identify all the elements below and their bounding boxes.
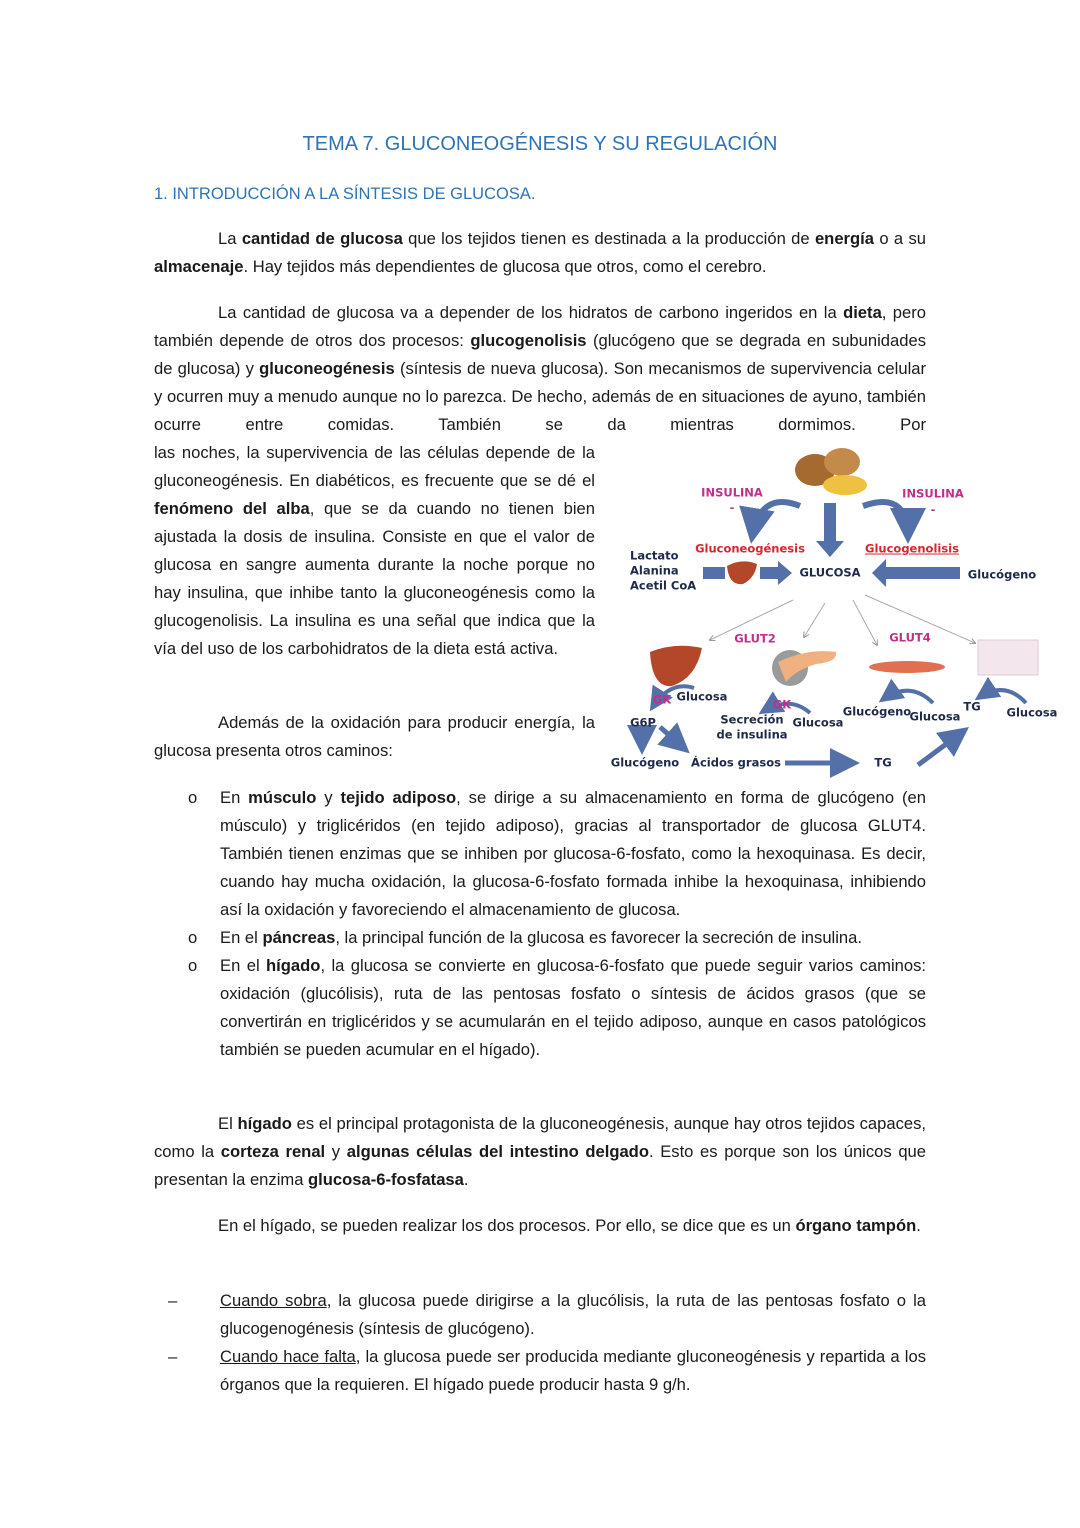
- liver-icon: [650, 646, 702, 686]
- glut2-label: GLUT2: [734, 631, 776, 646]
- bold-text: glucogenolisis: [470, 331, 587, 350]
- bold-text: almacenaje: [154, 257, 244, 276]
- minus-sign: -: [729, 500, 735, 515]
- bold-text: páncreas: [262, 928, 336, 947]
- gluconeogenesis-arrow: [760, 561, 792, 585]
- alanina-label: Alanina: [630, 563, 679, 578]
- bold-text: hígado: [266, 956, 321, 975]
- glucogeno-label: Glucógeno: [967, 567, 1037, 582]
- glut4-label: GLUT4: [889, 630, 931, 645]
- bold-text: energía: [814, 229, 874, 248]
- text: En el: [220, 928, 263, 947]
- gluconeogenesis-label: Gluconeogénesis: [695, 541, 805, 556]
- glucosa-center-label: GLUCOSA: [799, 565, 861, 580]
- text: El: [218, 1114, 238, 1133]
- secrecion-label: Secreción: [720, 712, 784, 727]
- gk-label: GK: [652, 692, 672, 707]
- text: , la glucosa se convierte en glucosa-6-fosfato que puede seguir varios caminos: oxidación (glucólisis), ruta de las pentosas fosfato o síntesis de ácidos grasos (que se convertirán en triglicéridos y se acumularán en el tejido adiposo, aunque en casos patológicos también se pueden acumular en el hígado).: [220, 956, 926, 1059]
- glucogenolisis-label: Glucogenolisis: [865, 541, 959, 556]
- insulin-curve-left: [752, 502, 800, 538]
- liver-small-icon: [727, 561, 757, 584]
- bold-text: glucosa-6-fosfatasa: [308, 1170, 464, 1189]
- glucogenolisis-arrow: [872, 559, 960, 587]
- text: En el hígado, se pueden realizar los dos procesos. Por ello, se dice que es un: [218, 1216, 796, 1235]
- glucosa-label: Glucosa: [1006, 705, 1058, 720]
- list-item: [154, 784, 926, 924]
- section-heading: 1. INTRODUCCIÓN A LA SÍNTESIS DE GLUCOSA.: [154, 185, 536, 203]
- bold-text: gluconeogénesis: [259, 359, 395, 378]
- underlined-text: Cuando sobra: [220, 1291, 327, 1310]
- bold-text: músculo: [248, 788, 317, 807]
- glucosa-label: Glucosa: [676, 689, 728, 704]
- input-arrow-tail: [703, 567, 725, 579]
- text: (glucógeno que se degrada en subunidades de glucosa) y: [154, 331, 927, 378]
- bullet: –: [168, 1291, 178, 1310]
- bold-text: cantidad de glucosa: [241, 229, 403, 248]
- bold-text: hígado: [237, 1114, 292, 1133]
- insulina-label: INSULINA: [701, 485, 763, 500]
- text: , la glucosa puede ser producida mediante gluconeogénesis y repartida a los órganos que la requieren. El hígado puede producir hasta 9 g/h.: [220, 1347, 926, 1394]
- acidos-grasos-label: Ácidos grasos: [691, 755, 781, 770]
- text: .: [463, 1170, 469, 1189]
- glucogeno-label: Glucógeno: [842, 704, 912, 719]
- bold-text: tejido adiposo: [340, 788, 457, 807]
- bold-text: algunas células del intestino delgado: [346, 1142, 649, 1161]
- text: y: [316, 788, 341, 807]
- paragraph-otros-caminos: Además de la oxidación para producir energía, la glucosa presenta otros caminos:: [154, 713, 595, 760]
- insulin-curve-right: [863, 502, 908, 538]
- text: (síntesis de nueva glucosa). Son mecanismos de supervivencia celular y ocurren muy a menudo aunque no lo parezca. De hecho, además de en situaciones de ayuno, también ocurre entre comidas. También se da mientras dormimos. Por: [154, 359, 927, 434]
- text: La cantidad de glucosa va a depender de los hidratos de carbono ingeridos en la: [218, 303, 844, 322]
- minus-sign: -: [930, 502, 936, 517]
- glucose-metabolism-diagram: [610, 440, 1060, 780]
- list-item: [154, 1343, 926, 1399]
- muscle-icon: [869, 661, 945, 673]
- acetil-coa-label: Acetil CoA: [630, 578, 697, 593]
- paragraph-fenomeno-alba: [154, 439, 595, 663]
- glucosa-label: Glucosa: [792, 715, 844, 730]
- paragraph-glucose-sources: [154, 299, 926, 439]
- text: que los tejidos tienen es destinada a la producción de: [402, 229, 815, 248]
- text: o a su: [873, 229, 926, 248]
- paragraph-higado: [154, 1110, 926, 1194]
- page-title: TEMA 7. GLUCONEOGÉNESIS Y SU REGULACIÓN: [302, 133, 778, 155]
- bullet: o: [188, 956, 198, 975]
- bold-text: fenómeno del alba: [154, 499, 310, 518]
- insulina-label: INSULINA: [902, 486, 964, 501]
- text: , la principal función de la glucosa es favorecer la secreción de insulina.: [335, 928, 863, 947]
- list-item: [154, 924, 926, 952]
- text: En: [220, 788, 249, 807]
- paragraph-organo-tampon: [154, 1212, 926, 1240]
- tg-label: TG: [963, 699, 981, 714]
- text: y: [325, 1142, 347, 1161]
- dash-list: [154, 1287, 926, 1399]
- pancreas-icon: [772, 650, 836, 686]
- text: . Esto es porque son los únicos que presentan la enzima: [154, 1142, 927, 1189]
- paragraph-intro: [154, 225, 926, 281]
- text: , se dirige a su almacenamiento en forma de glucógeno (en músculo) y triglicéridos (en tejido adiposo), gracias al transportador de glucosa GLUT4. También tienen enzimas que se inhiben por glucosa-6-fosfato, como la hexoquinasa. Es decir, cuando hay mucha oxidación, la glucosa-6-fosfato formada inhibe la hexoquinasa, inhibiendo así la oxidación y favoreciendo el almacenamiento de glucosa.: [220, 788, 926, 919]
- bullet-list: [154, 784, 926, 1064]
- bold-text: corteza renal: [220, 1142, 326, 1161]
- list-item: [154, 1287, 926, 1343]
- text: es el principal protagonista de la gluconeogénesis, aunque hay otros tejidos capaces, como la: [154, 1114, 926, 1161]
- adipose-tissue-icon: [978, 640, 1038, 675]
- tg-label: TG: [874, 755, 892, 770]
- bold-text: órgano tampón: [795, 1216, 917, 1235]
- text: .: [916, 1216, 921, 1235]
- text: En el: [220, 956, 267, 975]
- g6p-label: G6P: [630, 715, 656, 730]
- text: , que se da cuando no tienen bien ajustada la dosis de insulina. Consiste en que el valor de glucosa en sangre aumenta durante la noche porque no hay insulina, que inhibe tanto la gluconeogénesis como la glucogenolisis. La insulina es una señal que indica que la vía del uso de los carbohidratos de la dieta está activa.: [154, 499, 595, 658]
- text: , la glucosa puede dirigirse a la glucólisis, la ruta de las pentosas fosfato o la glucogenogénesis (síntesis de glucógeno).: [220, 1291, 926, 1338]
- bullet: o: [188, 788, 198, 807]
- glucogeno-label: Glucógeno: [610, 755, 680, 770]
- lactato-label: Lactato: [630, 548, 679, 563]
- underlined-text: Cuando hace falta: [220, 1347, 356, 1366]
- list-item: [154, 952, 926, 1064]
- text: , pero también depende de otros dos procesos:: [154, 303, 926, 350]
- secrecion-label: de insulina: [716, 727, 788, 742]
- bold-text: dieta: [843, 303, 882, 322]
- text: las noches, la supervivencia de las células depende de la gluconeogénesis. En diabéticos, es frecuente que se dé el: [154, 443, 595, 490]
- food-image: [795, 448, 867, 495]
- bullet: –: [168, 1347, 178, 1366]
- text: La: [218, 229, 242, 248]
- glucosa-label: Glucosa: [909, 709, 961, 724]
- gk-label: GK: [772, 697, 792, 712]
- text: . Hay tejidos más dependientes de glucosa que otros, como el cerebro.: [243, 257, 767, 276]
- down-arrow: [816, 503, 844, 557]
- bullet: o: [188, 928, 198, 947]
